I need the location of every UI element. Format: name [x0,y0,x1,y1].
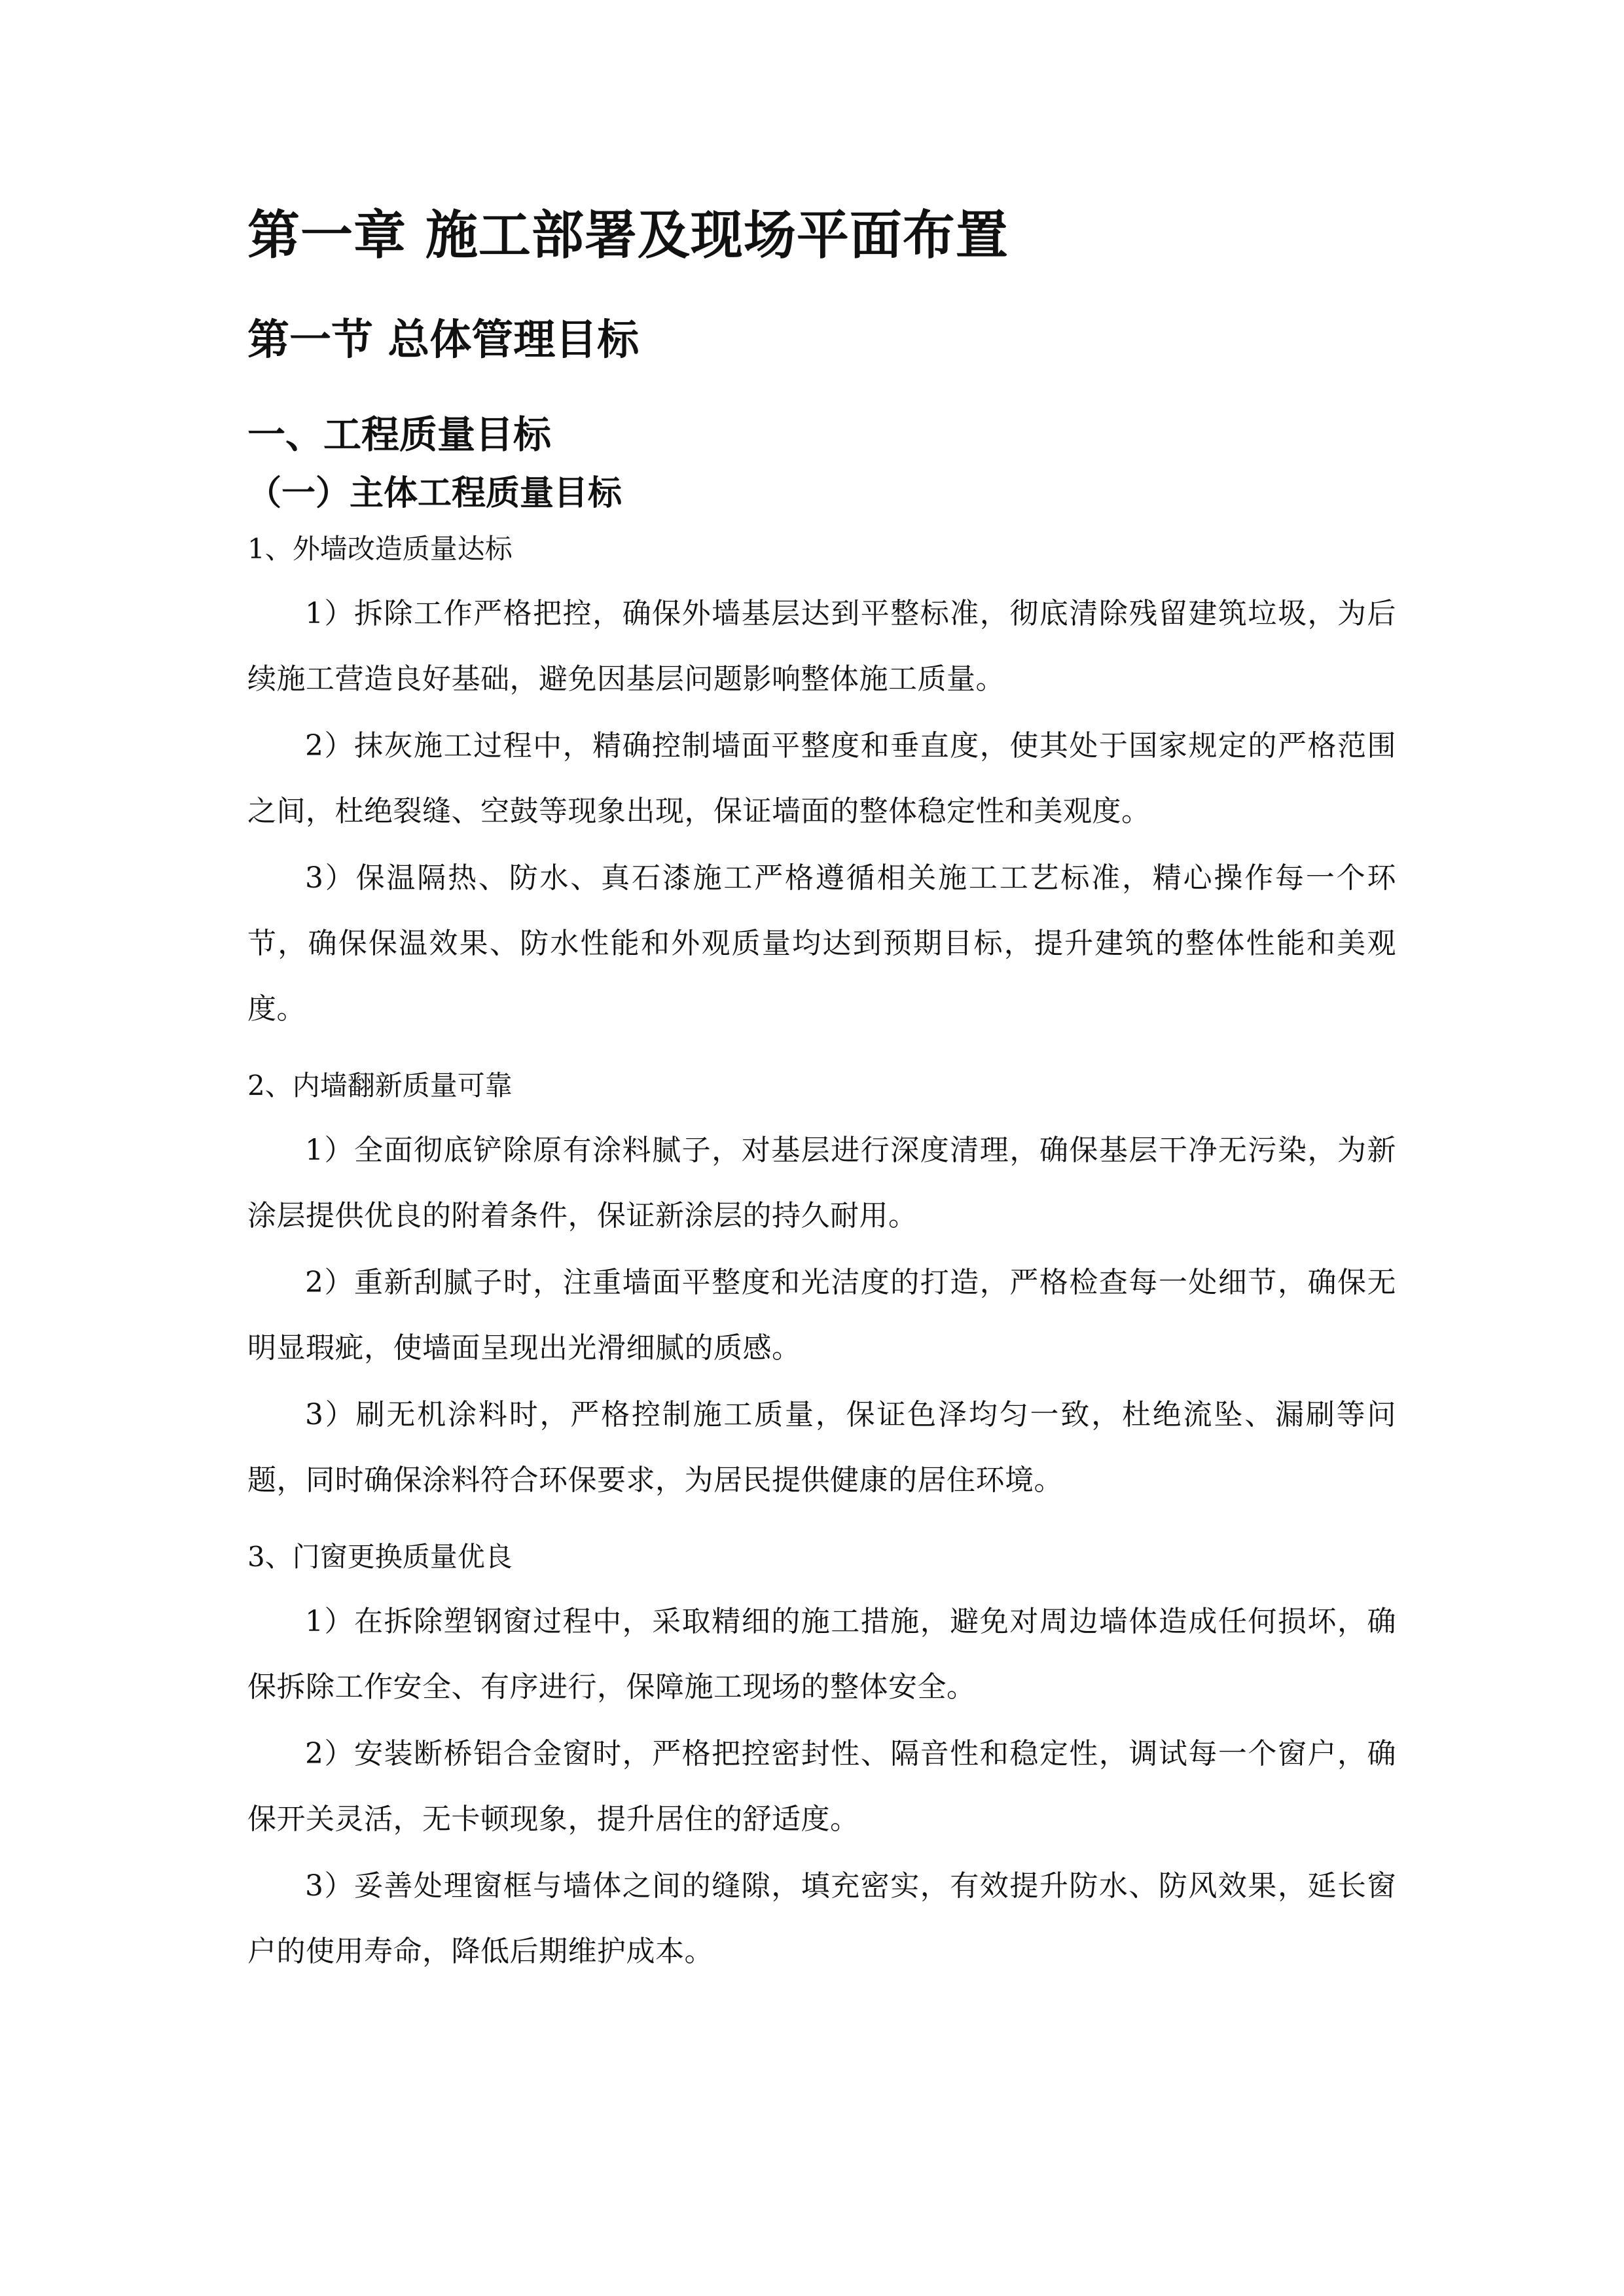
item-title: 3、门窗更换质量优良 [247,1541,513,1573]
paragraph: 2）抹灰施工过程中，精确控制墙面平整度和垂直度，使其处于国家规定的严格范围之间，杜绝裂缝、空鼓等现象出现，保证墙面的整体稳定性和美观度。 [247,729,1396,828]
document-content [247,196,1396,1986]
paragraph: 3）妥善处理窗框与墙体之间的缝隙，填充密实，有效提升防水、防风效果，延长窗户的使用寿命，降低后期维护成本。 [247,1869,1396,1968]
item-block-interior-wall [247,1063,1396,1513]
chapter-title: 第一章 施工部署及现场平面布置 [247,205,1009,266]
paragraph: 3）保温隔热、防水、真石漆施工严格遵循相关施工工艺标准，精心操作每一个环节，确保保温效果、防水性能和外观质量均达到预期目标，提升建筑的整体性能和美观度。 [247,861,1396,1026]
item-title: 1、外墙改造质量达标 [247,533,513,565]
paragraph: 1）全面彻底铲除原有涂料腻子，对基层进行深度清理，确保基层干净无污染，为新涂层提供优良的附着条件，保证新涂层的持久耐用。 [247,1134,1396,1232]
item-block-exterior-wall [247,526,1396,1042]
section-title: 第一节 总体管理目标 [247,316,640,365]
sub-subsection-title: （一）主体工程质量目标 [247,473,623,513]
item-title: 2、内墙翻新质量可靠 [247,1069,513,1102]
item-block-doors-windows [247,1534,1396,1984]
paragraph: 3）刷无机涂料时，严格控制施工质量，保证色泽均匀一致，杜绝流坠、漏刷等问题，同时确保涂料符合环保要求，为居民提供健康的居住环境。 [247,1398,1396,1497]
paragraph: 1）拆除工作严格把控，确保外墙基层达到平整标准，彻底清除残留建筑垃圾，为后续施工营造良好基础，避免因基层问题影响整体施工质量。 [247,597,1396,696]
paragraph: 2）安装断桥铝合金窗时，严格把控密封性、隔音性和稳定性，调试每一个窗户，确保开关灵活，无卡顿现象，提升居住的舒适度。 [247,1737,1396,1836]
paragraph: 1）在拆除塑钢窗过程中，采取精细的施工措施，避免对周边墙体造成任何损坏，确保拆除工作安全、有序进行，保障施工现场的整体安全。 [247,1605,1396,1704]
subsection-title: 一、工程质量目标 [247,412,552,457]
paragraph: 2）重新刮腻子时，注重墙面平整度和光洁度的打造，严格检查每一处细节，确保无明显瑕疵，使墙面呈现出光滑细腻的质感。 [247,1266,1396,1365]
